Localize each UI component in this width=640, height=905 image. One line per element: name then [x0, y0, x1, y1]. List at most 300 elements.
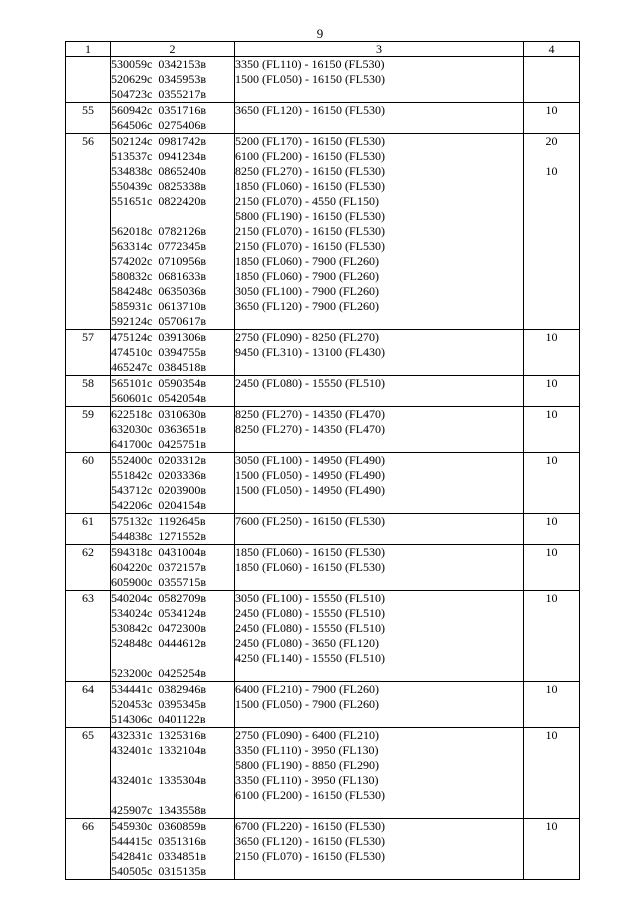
altitude-range — [235, 498, 523, 513]
column-4-value — [524, 360, 579, 375]
coordinates-table — [65, 41, 580, 880]
row-number-cell — [66, 407, 111, 453]
longitude-code: 0204154в — [158, 498, 206, 512]
latitude-code: 540204c — [111, 591, 153, 605]
coordinate-line — [111, 239, 234, 254]
longitude-code: 0275406в — [158, 118, 206, 132]
altitude-range: 3650 (FL120) - 16150 (FL530) — [235, 834, 385, 848]
longitude-code: 0444612в — [158, 636, 206, 650]
value-cell — [524, 514, 580, 545]
coordinate-line — [111, 453, 234, 468]
longitude-code: 0425254в — [158, 666, 206, 680]
altitude-range-cell — [235, 134, 524, 330]
longitude-code: 0203900в — [158, 483, 206, 497]
latitude-code: 504723c — [111, 87, 153, 101]
altitude-range-cell — [235, 514, 524, 545]
coordinate-line — [111, 224, 234, 239]
coordinates-cell — [111, 819, 235, 880]
coordinate-line — [111, 179, 234, 194]
column-4-value — [524, 529, 579, 544]
latitude-code: 641700c — [111, 437, 153, 451]
latitude-code: 520453c — [111, 697, 153, 711]
coordinate-line — [111, 666, 234, 681]
longitude-code: 0582709в — [158, 591, 206, 605]
longitude-code: 0382946в — [158, 682, 206, 696]
longitude-code: 0635036в — [158, 284, 206, 298]
latitude-code: 502124c — [111, 134, 153, 148]
altitude-range: 2450 (FL080) - 15550 (FL510) — [235, 376, 385, 390]
latitude-code: 563314c — [111, 239, 153, 253]
value-cell — [524, 134, 580, 330]
coordinate-line — [111, 697, 234, 712]
longitude-code: 0782126в — [158, 224, 206, 238]
altitude-range — [235, 391, 523, 406]
altitude-range — [235, 118, 523, 133]
latitude-code: 475124c — [111, 330, 153, 344]
column-4-value — [524, 621, 579, 636]
latitude-code: 545930c — [111, 819, 153, 833]
value-cell — [524, 682, 580, 728]
column-4-value — [524, 391, 579, 406]
column-4-value — [524, 468, 579, 483]
longitude-code: 0345953в — [158, 72, 206, 86]
longitude-code: 0351316в — [158, 834, 206, 848]
coordinate-line — [111, 803, 234, 818]
row-number-cell — [66, 57, 111, 103]
row-number-cell — [66, 134, 111, 330]
column-4-value — [524, 864, 579, 879]
longitude-code: 1335304в — [158, 773, 206, 787]
value-cell — [524, 728, 580, 819]
longitude-code: 0613710в — [158, 299, 206, 313]
coordinate-line — [111, 209, 234, 224]
column-4-value — [524, 149, 579, 164]
row-number-cell — [66, 682, 111, 728]
table-row — [66, 453, 580, 514]
coordinates-cell — [111, 545, 235, 591]
coordinate-line — [111, 254, 234, 269]
table-row — [66, 57, 580, 103]
column-4-value — [524, 345, 579, 360]
column-4-value: 20 — [545, 134, 558, 148]
column-4-value — [524, 849, 579, 864]
latitude-code: 605900c — [111, 575, 153, 589]
longitude-code: 0681633в — [158, 269, 206, 283]
row-number-cell — [66, 591, 111, 682]
altitude-range-cell — [235, 819, 524, 880]
value-cell — [524, 57, 580, 103]
altitude-range — [235, 529, 523, 544]
longitude-code: 0425751в — [158, 437, 206, 451]
coordinate-line — [111, 57, 234, 72]
column-4-value — [524, 697, 579, 712]
coordinate-line — [111, 376, 234, 391]
coordinates-cell — [111, 57, 235, 103]
value-cell — [524, 103, 580, 134]
altitude-range — [235, 803, 523, 818]
altitude-range: 2150 (FL070) - 16150 (FL530) — [235, 239, 385, 253]
altitude-range: 5200 (FL170) - 16150 (FL530) — [235, 134, 385, 148]
latitude-code: 551651c — [111, 194, 153, 208]
row-number: 63 — [82, 591, 94, 605]
latitude-code: 514306c — [111, 712, 153, 726]
value-cell — [524, 330, 580, 376]
coordinate-line — [111, 498, 234, 513]
column-4-value — [524, 179, 579, 194]
coordinate-line — [111, 391, 234, 406]
value-cell — [524, 545, 580, 591]
column-header-2: 2 — [111, 42, 235, 57]
row-number: 65 — [82, 728, 94, 742]
altitude-range-cell — [235, 407, 524, 453]
latitude-code: 565101c — [111, 376, 153, 390]
column-header-3: 3 — [235, 42, 524, 57]
table-row — [66, 591, 580, 682]
latitude-code: 560942c — [111, 103, 153, 117]
coordinates-cell — [111, 453, 235, 514]
column-4-value: 10 — [545, 407, 558, 421]
table-row — [66, 819, 580, 880]
column-4-value — [524, 57, 579, 72]
latitude-code: 465247c — [111, 360, 153, 374]
altitude-range: 1500 (FL050) - 14950 (FL490) — [235, 468, 385, 482]
latitude-code: 534838c — [111, 164, 153, 178]
altitude-range-cell — [235, 682, 524, 728]
latitude-code: 520629c — [111, 72, 153, 86]
latitude-code: 530842c — [111, 621, 153, 635]
row-number-cell — [66, 330, 111, 376]
column-4-value — [524, 72, 579, 87]
altitude-range: 2150 (FL070) - 16150 (FL530) — [235, 849, 385, 863]
altitude-range: 3650 (FL120) - 16150 (FL530) — [235, 103, 385, 117]
latitude-code: 552400c — [111, 453, 153, 467]
coordinate-line — [111, 468, 234, 483]
coordinate-line — [111, 545, 234, 560]
coordinates-cell — [111, 330, 235, 376]
column-4-value — [524, 269, 579, 284]
altitude-range: 9450 (FL310) - 13100 (FL430) — [235, 345, 385, 359]
coordinate-line — [111, 773, 234, 788]
longitude-code: 0865240в — [158, 164, 206, 178]
longitude-code: 0431004в — [158, 545, 206, 559]
altitude-range — [235, 87, 523, 102]
altitude-range: 3050 (FL100) - 7900 (FL260) — [235, 284, 379, 298]
longitude-code: 0825338в — [158, 179, 206, 193]
coordinate-line — [111, 743, 234, 758]
coordinates-cell — [111, 103, 235, 134]
value-cell — [524, 407, 580, 453]
column-4-value — [524, 666, 579, 681]
latitude-code: 622518c — [111, 407, 153, 421]
altitude-range: 6100 (FL200) - 16150 (FL530) — [235, 149, 385, 163]
coordinates-cell — [111, 514, 235, 545]
value-cell — [524, 819, 580, 880]
longitude-code: 1192645в — [158, 514, 206, 528]
longitude-code: 0355217в — [158, 87, 206, 101]
value-cell — [524, 591, 580, 682]
latitude-code: 534441c — [111, 682, 153, 696]
column-4-value — [524, 651, 579, 666]
coordinate-line — [111, 606, 234, 621]
coordinate-line — [111, 299, 234, 314]
altitude-range — [235, 575, 523, 590]
coordinate-line — [111, 269, 234, 284]
longitude-code: 0941234в — [158, 149, 206, 163]
coordinate-line — [111, 149, 234, 164]
altitude-range — [235, 864, 523, 879]
column-4-value — [524, 194, 579, 209]
column-4-value — [524, 437, 579, 452]
coordinate-line — [111, 360, 234, 375]
latitude-code: 574202c — [111, 254, 153, 268]
column-4-value — [524, 118, 579, 133]
longitude-code: 0822420в — [158, 194, 206, 208]
column-4-value — [524, 606, 579, 621]
column-4-value — [524, 209, 579, 224]
row-number-cell — [66, 728, 111, 819]
longitude-code: 0355715в — [158, 575, 206, 589]
latitude-code: 584248c — [111, 284, 153, 298]
latitude-code: 544838c — [111, 529, 153, 543]
table-row — [66, 728, 580, 819]
altitude-range-cell — [235, 453, 524, 514]
coordinates-cell — [111, 682, 235, 728]
altitude-range: 1500 (FL050) - 16150 (FL530) — [235, 72, 385, 86]
longitude-code: 0710956в — [158, 254, 206, 268]
coordinate-line — [111, 483, 234, 498]
coordinate-line — [111, 682, 234, 697]
altitude-range: 3050 (FL100) - 15550 (FL510) — [235, 591, 385, 605]
coordinate-line — [111, 575, 234, 590]
table-header-row — [66, 42, 580, 57]
column-4-value: 10 — [545, 164, 558, 178]
coordinate-line — [111, 103, 234, 118]
altitude-range: 1500 (FL050) - 14950 (FL490) — [235, 483, 385, 497]
longitude-code: 0542054в — [158, 391, 206, 405]
altitude-range: 1850 (FL060) - 16150 (FL530) — [235, 179, 385, 193]
latitude-code: 432401c — [111, 743, 153, 757]
latitude-code: 474510c — [111, 345, 153, 359]
latitude-code: 540505c — [111, 864, 153, 878]
coordinate-line — [111, 330, 234, 345]
coordinate-line — [111, 72, 234, 87]
latitude-code: 543712c — [111, 483, 153, 497]
latitude-code: 575132c — [111, 514, 153, 528]
altitude-range-cell — [235, 376, 524, 407]
column-4-value — [524, 636, 579, 651]
altitude-range — [235, 314, 523, 329]
altitude-range: 1850 (FL060) - 16150 (FL530) — [235, 545, 385, 559]
column-4-value: 10 — [545, 545, 558, 559]
page-number: 9 — [316, 26, 324, 41]
column-4-value — [524, 299, 579, 314]
table-row — [66, 134, 580, 330]
column-4-value: 10 — [545, 330, 558, 344]
latitude-code: 564506c — [111, 118, 153, 132]
table-row — [66, 330, 580, 376]
column-4-value — [524, 758, 579, 773]
longitude-code: 0384518в — [158, 360, 206, 374]
coordinate-line — [111, 758, 234, 773]
altitude-range: 2750 (FL090) - 6400 (FL210) — [235, 728, 379, 742]
longitude-code: 0981742в — [158, 134, 206, 148]
coordinate-line — [111, 651, 234, 666]
table-body — [66, 57, 580, 880]
altitude-range: 3650 (FL120) - 7900 (FL260) — [235, 299, 379, 313]
column-4-value — [524, 498, 579, 513]
table-row — [66, 103, 580, 134]
latitude-code: 425907c — [111, 803, 153, 817]
column-4-value — [524, 575, 579, 590]
altitude-range: 1850 (FL060) - 16150 (FL530) — [235, 560, 385, 574]
column-4-value — [524, 743, 579, 758]
altitude-range: 7600 (FL250) - 16150 (FL530) — [235, 514, 385, 528]
altitude-range: 1500 (FL050) - 7900 (FL260) — [235, 697, 379, 711]
latitude-code: 432331c — [111, 728, 153, 742]
column-4-value: 10 — [545, 103, 558, 117]
longitude-code: 0203312в — [158, 453, 206, 467]
longitude-code: 0391306в — [158, 330, 206, 344]
row-number: 60 — [82, 453, 94, 467]
coordinate-line — [111, 788, 234, 803]
latitude-code: 542841c — [111, 849, 153, 863]
coordinate-line — [111, 134, 234, 149]
coordinates-cell — [111, 376, 235, 407]
longitude-code: 0203336в — [158, 468, 206, 482]
row-number-cell — [66, 376, 111, 407]
value-cell — [524, 376, 580, 407]
row-number — [66, 57, 110, 72]
column-4-value — [524, 788, 579, 803]
latitude-code: 523200c — [111, 666, 153, 680]
altitude-range: 2450 (FL080) - 15550 (FL510) — [235, 606, 385, 620]
longitude-code: 1325316в — [158, 728, 206, 742]
coordinate-line — [111, 819, 234, 834]
coordinates-cell — [111, 134, 235, 330]
latitude-code: 513537c — [111, 149, 153, 163]
altitude-range — [235, 437, 523, 452]
coordinate-line — [111, 636, 234, 651]
altitude-range: 5800 (FL190) - 16150 (FL530) — [235, 209, 385, 223]
altitude-range-cell — [235, 103, 524, 134]
coordinates-cell — [111, 407, 235, 453]
latitude-code: 524848c — [111, 636, 153, 650]
coordinate-line — [111, 529, 234, 544]
column-4-value — [524, 314, 579, 329]
row-number: 57 — [82, 330, 94, 344]
latitude-code: 534024c — [111, 606, 153, 620]
row-number: 66 — [82, 819, 94, 833]
column-4-value — [524, 773, 579, 788]
longitude-code: 1343558в — [158, 803, 206, 817]
longitude-code: 0570617в — [158, 314, 206, 328]
coordinate-line — [111, 621, 234, 636]
altitude-range: 1850 (FL060) - 7900 (FL260) — [235, 269, 379, 283]
column-4-value — [524, 803, 579, 818]
altitude-range-cell — [235, 545, 524, 591]
coordinate-line — [111, 849, 234, 864]
coordinate-line — [111, 864, 234, 879]
longitude-code: 0310630в — [158, 407, 206, 421]
column-4-value — [524, 87, 579, 102]
latitude-code: 632030c — [111, 422, 153, 436]
table-row — [66, 682, 580, 728]
column-4-value: 10 — [545, 514, 558, 528]
altitude-range: 2150 (FL070) - 16150 (FL530) — [235, 224, 385, 238]
altitude-range: 8250 (FL270) - 14350 (FL470) — [235, 407, 385, 421]
column-4-value — [524, 483, 579, 498]
altitude-range: 1850 (FL060) - 7900 (FL260) — [235, 254, 379, 268]
column-4-value — [524, 239, 579, 254]
column-header-4: 4 — [524, 42, 580, 57]
altitude-range — [235, 360, 523, 375]
altitude-range-cell — [235, 591, 524, 682]
coordinates-cell — [111, 591, 235, 682]
latitude-code: 551842c — [111, 468, 153, 482]
longitude-code: 0334851в — [158, 849, 206, 863]
latitude-code: 544415c — [111, 834, 153, 848]
longitude-code: 0401122в — [158, 712, 206, 726]
table-row — [66, 514, 580, 545]
longitude-code: 0342153в — [158, 57, 206, 71]
latitude-code: 560601c — [111, 391, 153, 405]
coordinate-line — [111, 407, 234, 422]
column-4-value: 10 — [545, 591, 558, 605]
column-4-value — [524, 254, 579, 269]
row-number-cell — [66, 103, 111, 134]
altitude-range — [235, 712, 523, 727]
latitude-code: 530059c — [111, 57, 153, 71]
longitude-code: 1271552в — [158, 529, 206, 543]
altitude-range: 2450 (FL080) - 15550 (FL510) — [235, 621, 385, 635]
altitude-range: 6700 (FL220) - 16150 (FL530) — [235, 819, 385, 833]
column-4-value — [524, 834, 579, 849]
latitude-code: 592124c — [111, 314, 153, 328]
latitude-code: 580832c — [111, 269, 153, 283]
altitude-range: 2450 (FL080) - 3650 (FL120) — [235, 636, 379, 650]
row-number: 59 — [82, 407, 94, 421]
altitude-range-cell — [235, 728, 524, 819]
coordinate-line — [111, 728, 234, 743]
value-cell — [524, 453, 580, 514]
row-number-cell — [66, 819, 111, 880]
altitude-range-cell — [235, 57, 524, 103]
longitude-code: 0394755в — [158, 345, 206, 359]
altitude-range: 4250 (FL140) - 15550 (FL510) — [235, 651, 385, 665]
row-number: 64 — [82, 682, 94, 696]
column-4-value: 10 — [545, 376, 558, 390]
longitude-code: 0772345в — [158, 239, 206, 253]
altitude-range — [235, 666, 523, 681]
altitude-range: 8250 (FL270) - 14350 (FL470) — [235, 422, 385, 436]
coordinate-line — [111, 284, 234, 299]
column-4-value: 10 — [545, 819, 558, 833]
column-4-value: 10 — [545, 682, 558, 696]
longitude-code: 0590354в — [158, 376, 206, 390]
column-4-value — [524, 224, 579, 239]
coordinate-line — [111, 712, 234, 727]
coordinate-line — [111, 834, 234, 849]
latitude-code: 550439c — [111, 179, 153, 193]
altitude-range: 3350 (FL110) - 3950 (FL130) — [235, 743, 379, 757]
altitude-range: 3350 (FL110) - 3950 (FL130) — [235, 773, 379, 787]
longitude-code: 0395345в — [158, 697, 206, 711]
altitude-range: 8250 (FL270) - 16150 (FL530) — [235, 164, 385, 178]
coordinate-line — [111, 118, 234, 133]
longitude-code: 0315135в — [158, 864, 206, 878]
table-row — [66, 376, 580, 407]
altitude-range: 2150 (FL070) - 4550 (FL150) — [235, 194, 379, 208]
